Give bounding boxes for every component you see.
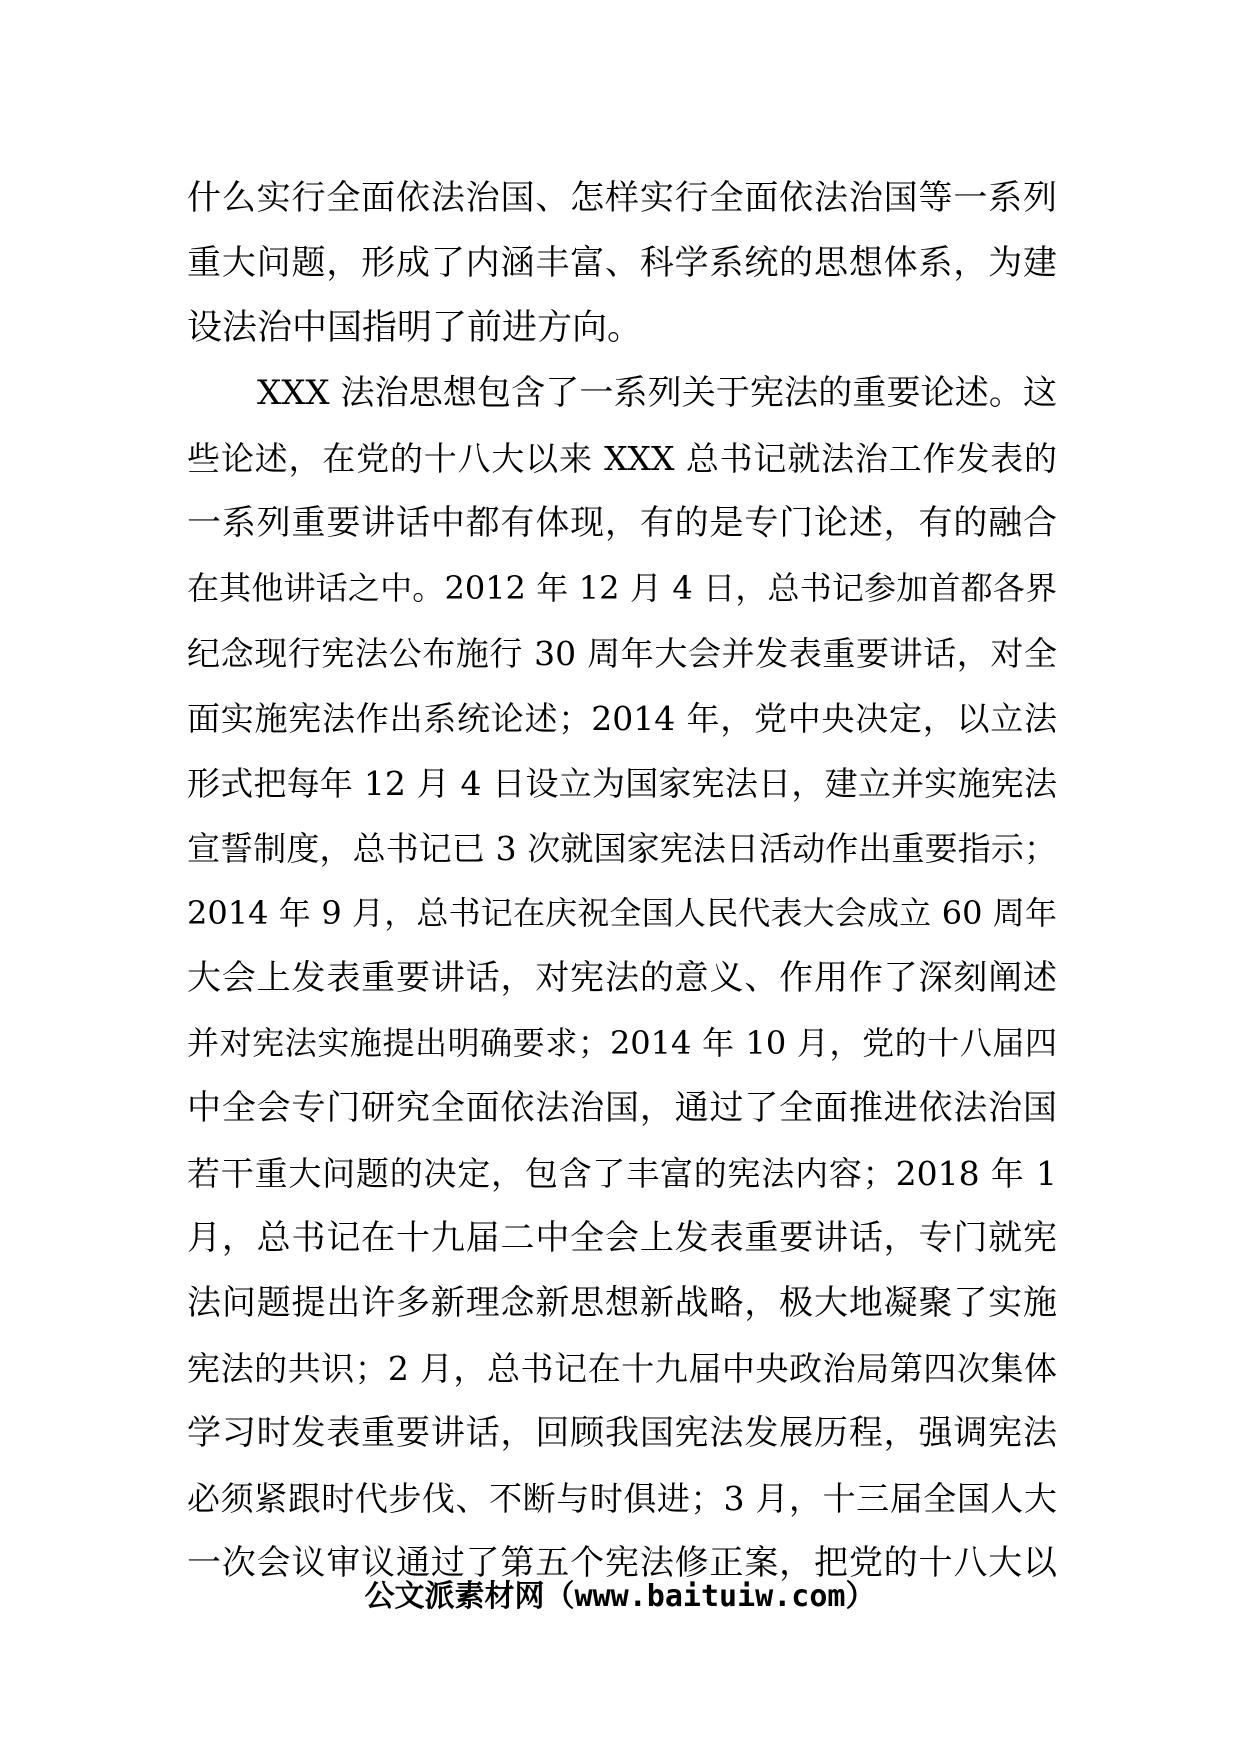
text-line: XXX 法治思想包含了一系列关于宪法的重要论述。这 (257, 373, 1057, 413)
text-line: 面实施宪法作出系统论述；2014 年，党中央决定，以立法 (187, 699, 1057, 738)
text-line: 宣誓制度，总书记已 3 次就国家宪法日活动作出重要指示； (187, 829, 1057, 868)
text-line: 必须紧跟时代步伐、不断与时俱进；3 月，十三届全国人大 (187, 1479, 1057, 1518)
text-line: 形式把每年 12 月 4 日设立为国家宪法日，建立并实施宪法 (187, 764, 1057, 803)
paragraph (187, 361, 1057, 1596)
text-line: 大会上发表重要讲话，对宪法的意义、作用作了深刻阐述 (187, 958, 1057, 998)
text-line: 重大问题，形成了内涵丰富、科学系统的思想体系，为建 (187, 243, 1057, 283)
footer-site-name: 公文派素材网 (364, 1579, 545, 1614)
footer-url[interactable]: www.baituiw.com (574, 1579, 846, 1614)
text-line: 设法治中国指明了前进方向。 (187, 308, 643, 348)
text-line: 学习时发表重要讲话，回顾我国宪法发展历程，强调宪法 (187, 1413, 1057, 1453)
text-line: 并对宪法实施提出明确要求；2014 年 10 月，党的十八届四 (187, 1024, 1057, 1062)
text-line: 2014 年 9 月，总书记在庆祝全国人民代表大会成立 60 周年 (187, 894, 1057, 932)
text-line: 在其他讲话之中。2012 年 12 月 4 日，总书记参加首都各界 (187, 569, 1057, 607)
footer-watermark (0, 1572, 1240, 1622)
text-line: 纪念现行宪法公布施行 30 周年大会并发表重要讲话，对全 (187, 634, 1057, 673)
footer-paren-open: （ (544, 1579, 575, 1614)
footer-paren-close: ） (845, 1579, 876, 1614)
text-line: 中全会专门研究全面依法治国，通过了全面推进依法治国 (187, 1088, 1057, 1128)
body-text (187, 166, 1057, 1596)
text-line: 些论述，在党的十八大以来 XXX 总书记就法治工作发表的 (187, 439, 1057, 478)
paragraph (187, 166, 1057, 361)
text-line: 若干重大问题的决定，包含了丰富的宪法内容；2018 年 1 (187, 1154, 1057, 1193)
text-line: 法问题提出许多新理念新思想新战略，极大地凝聚了实施 (187, 1283, 1057, 1323)
text-line: 一次会议审议通过了第五个宪法修正案，把党的十八大以 (187, 1543, 1057, 1583)
text-line: 什么实行全面依法治国、怎样实行全面依法治国等一系列 (187, 178, 1057, 218)
text-line: 一系列重要讲话中都有体现，有的是专门论述，有的融合 (187, 503, 1057, 543)
text-line: 月，总书记在十九届二中全会上发表重要讲话，专门就宪 (187, 1218, 1057, 1258)
text-line: 宪法的共识；2 月，总书记在十九届中央政治局第四次集体 (187, 1349, 1057, 1388)
